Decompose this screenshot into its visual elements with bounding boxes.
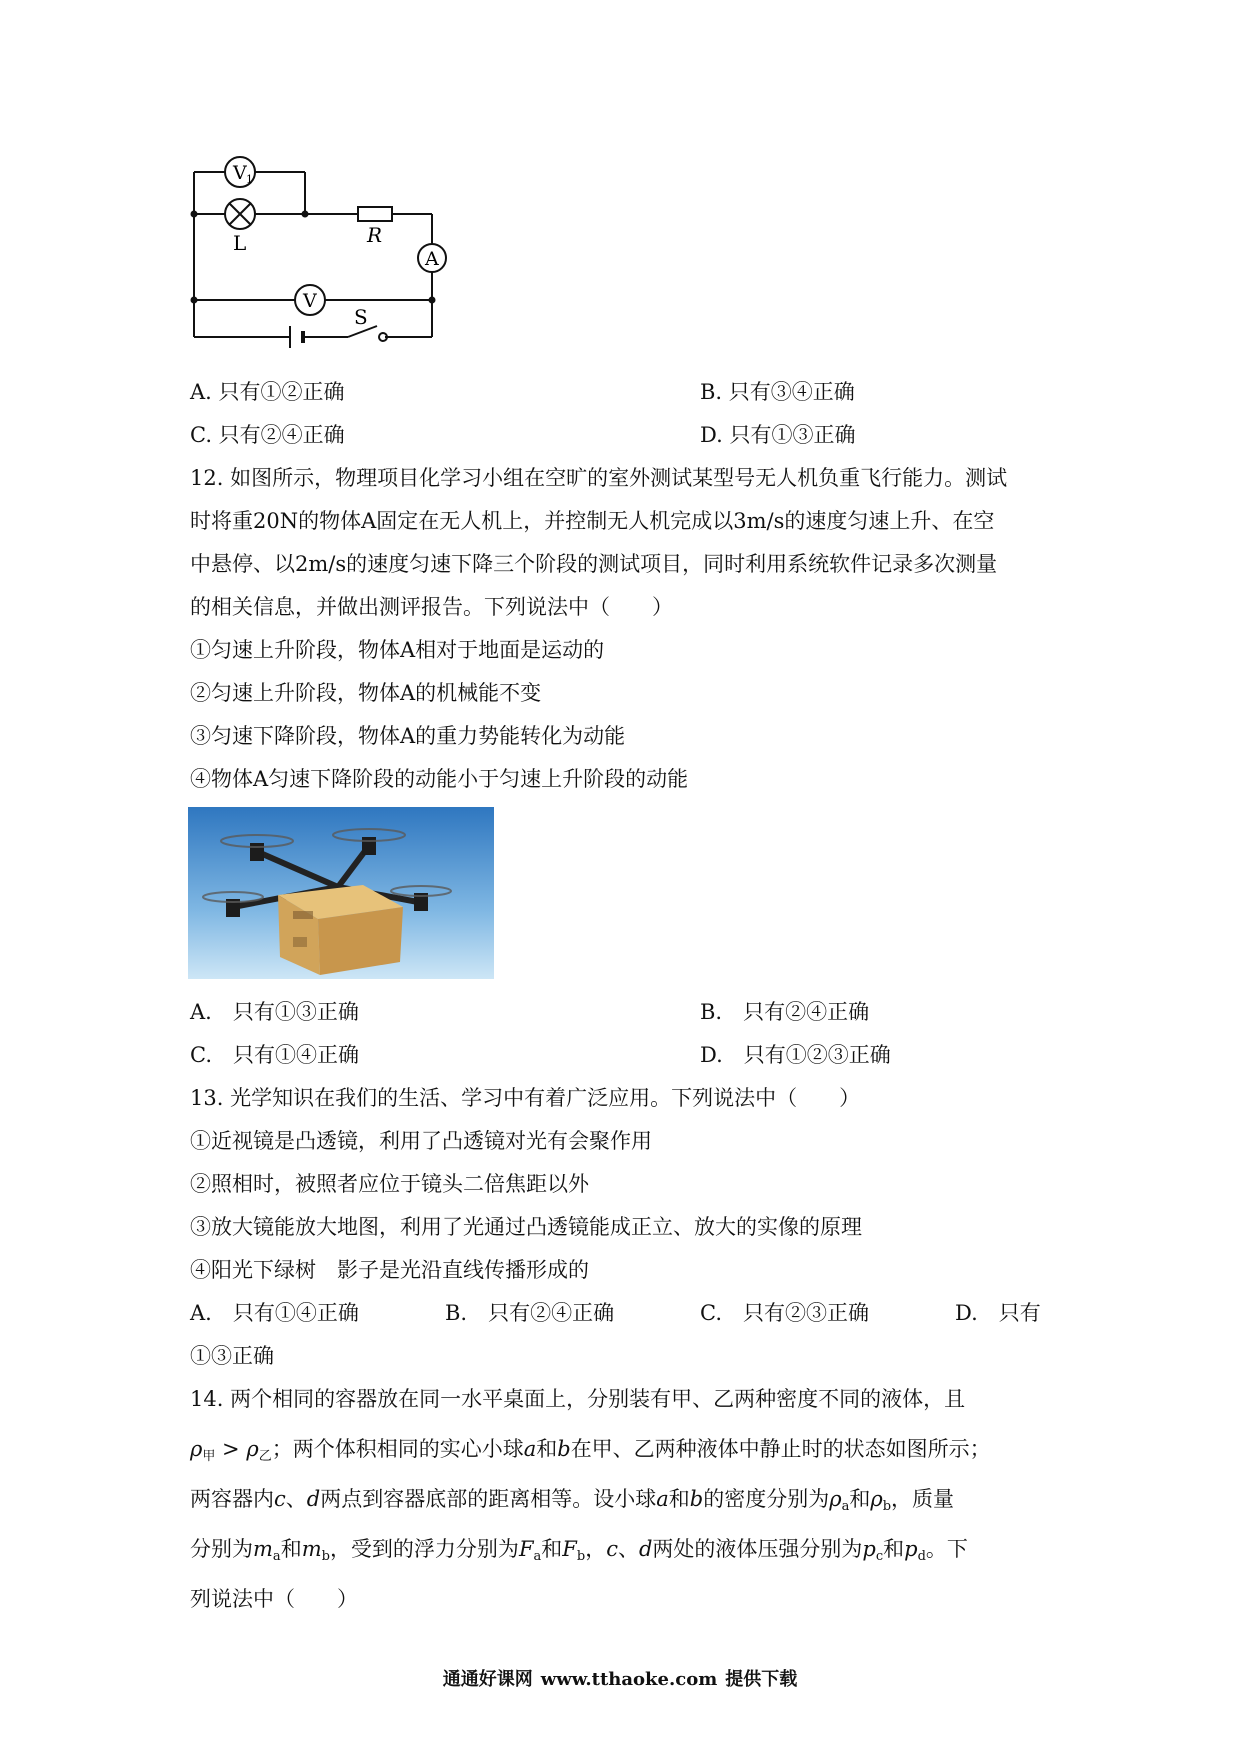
pressure-c: p — [862, 1537, 876, 1561]
q13-option-b: B. 只有②④正确 — [445, 1301, 615, 1325]
mass-a-sub: a — [272, 1549, 281, 1564]
force-b-sub: b — [576, 1549, 586, 1564]
q14-line4-mid2: 两处的液体压强分别为 — [652, 1537, 863, 1561]
ball-a-2: a — [656, 1487, 669, 1511]
footer-tail: 提供下载 — [725, 1669, 798, 1690]
and-text-3: 和 — [849, 1487, 871, 1511]
point-c-2: c — [606, 1537, 618, 1561]
mass-a: m — [253, 1537, 273, 1561]
q12-statement-4: ④物体A匀速下降阶段的动能小于匀速上升阶段的动能 — [190, 767, 689, 791]
q11-option-c: C. 只有②④正确 — [190, 423, 345, 447]
rho-a-sub: a — [841, 1499, 850, 1514]
rho-yi-sub: 乙 — [258, 1449, 272, 1464]
footer — [0, 1665, 1240, 1691]
ball-b: b — [557, 1437, 571, 1461]
q14-line4-pre: 分别为 — [190, 1537, 253, 1561]
point-c: c — [274, 1487, 286, 1511]
q14-line4-end: 。下 — [925, 1537, 968, 1561]
q11-option-a: A. 只有①②正确 — [190, 380, 345, 404]
q11-option-b: B. 只有③④正确 — [700, 380, 855, 404]
q12-stem-line1: 12. 如图所示，物理项目化学习小组在空旷的室外测试某型号无人机负重飞行能力。测试 — [190, 466, 1008, 490]
force-a: F — [518, 1537, 534, 1561]
q14-line2-rest: 在甲、乙两种液体中静止时的状态如图所示； — [570, 1437, 991, 1461]
q13-statement-1: ①近视镜是凸透镜，利用了凸透镜对光有会聚作用 — [190, 1129, 652, 1153]
pressure-c-sub: c — [875, 1549, 884, 1564]
q13-statement-2: ②照相时，被照者应位于镜头二倍焦距以外 — [190, 1172, 589, 1196]
lamp-label: L — [233, 231, 247, 255]
force-a-sub: a — [533, 1549, 542, 1564]
q14-line3-mid: 两点到容器底部的距离相等。设小球 — [320, 1487, 657, 1511]
ball-b-2: b — [689, 1487, 704, 1511]
ammeter-label: A — [425, 248, 439, 270]
resistor-label: R — [367, 223, 383, 247]
point-d: d — [306, 1487, 321, 1511]
voltmeter-label: V — [303, 290, 317, 312]
q14-stem-line2: $\rho_甲 > \rho_乙$；两个体积相同的实心小球a和b在甲、乙两种液体中静止时的状态如图所示； — [190, 1437, 991, 1464]
q13-statement-4: ④阳光下绿树 影子是光沿直线传播形成的 — [190, 1258, 589, 1282]
footer-site: 通通好课网 — [442, 1669, 533, 1690]
q14-line3-post: 的密度分别为 — [703, 1487, 830, 1511]
and-text-5: 和 — [541, 1537, 563, 1561]
q13-option-c: C. 只有②③正确 — [700, 1301, 869, 1325]
q14-line3-pre: 两容器内 — [190, 1487, 274, 1511]
pressure-d-sub: d — [917, 1549, 926, 1564]
and-text-2: 和 — [668, 1487, 690, 1511]
and-text: 和 — [536, 1437, 558, 1461]
force-b: F — [562, 1537, 577, 1561]
q12-stem-line2: 时将重20N的物体A固定在无人机上，并控制无人机完成以3m/s的速度匀速上升、在空 — [190, 509, 995, 533]
q14-stem-line4: 分别为$m_a$和$m_b$，受到的浮力分别为$F_a$和$F_b$，c、d两处的液体压强分别为$p_c$和$p_d$。下 — [190, 1537, 968, 1564]
and-text-6: 和 — [883, 1537, 905, 1561]
q12-statement-2: ②匀速上升阶段，物体A的机械能不变 — [190, 681, 542, 705]
rho-b-sub: b — [882, 1499, 892, 1514]
q13-option-d: D. 只有 — [955, 1301, 1041, 1325]
q12-stem-line4: 的相关信息，并做出测评报告。下列说法中（ ） — [190, 595, 673, 619]
q12-statement-1: ①匀速上升阶段，物体A相对于地面是运动的 — [190, 638, 605, 662]
q14-stem-line1: 14. 两个相同的容器放在同一水平桌面上，分别装有甲、乙两种密度不同的液体，且 — [190, 1387, 966, 1411]
q13-option-a: A. 只有①④正确 — [190, 1301, 359, 1325]
q13-statement-3: ③放大镜能放大地图，利用了光通过凸透镜能成正立、放大的实像的原理 — [190, 1215, 862, 1239]
q12-option-d: D. 只有①②③正确 — [700, 1043, 891, 1067]
q12-option-b: B. 只有②④正确 — [700, 1000, 870, 1024]
and-text-4: 和 — [280, 1537, 302, 1561]
footer-url: www.tthaoke.com — [540, 1669, 718, 1690]
q12-option-c: C. 只有①④正确 — [190, 1043, 359, 1067]
q14-stem-line5: 列说法中（ ） — [190, 1587, 358, 1611]
q14-line3-end: ，质量 — [891, 1487, 955, 1511]
ball-a: a — [523, 1437, 537, 1461]
switch-label: S — [354, 305, 368, 329]
q12-statement-3: ③匀速下降阶段，物体A的重力势能转化为动能 — [190, 724, 626, 748]
q11-option-d: D. 只有①③正确 — [700, 423, 856, 447]
q14-line2-text: ；两个体积相同的实心小球 — [271, 1437, 524, 1461]
v1-sub-label: 1 — [246, 173, 253, 186]
point-d-2: d — [638, 1537, 653, 1561]
q14-line4-mid: ，受到的浮力分别为 — [329, 1537, 519, 1561]
q13-option-d-continued: ①③正确 — [190, 1344, 274, 1368]
q12-stem-line3: 中悬停、以2m/s的速度匀速下降三个阶段的测试项目，同时利用系统软件记录多次测量 — [190, 552, 998, 576]
mass-b-sub: b — [321, 1549, 330, 1564]
rho-jia-sub: 甲 — [202, 1449, 216, 1464]
circuit-diagram — [180, 150, 460, 360]
q12-option-a: A. 只有①③正确 — [190, 1000, 359, 1024]
mass-b: m — [301, 1537, 322, 1561]
sep: 、 — [285, 1487, 307, 1511]
q13-stem: 13. 光学知识在我们的生活、学习中有着广泛应用。下列说法中（ ） — [190, 1086, 861, 1110]
q14-stem-line3: 两容器内c、d两点到容器底部的距离相等。设小球a和b的密度分别为$\rho_a$和$\rho_b$，质量 — [190, 1487, 955, 1514]
drone-image — [188, 807, 494, 979]
pressure-d: p — [904, 1537, 918, 1561]
v1-label: V — [233, 162, 247, 184]
